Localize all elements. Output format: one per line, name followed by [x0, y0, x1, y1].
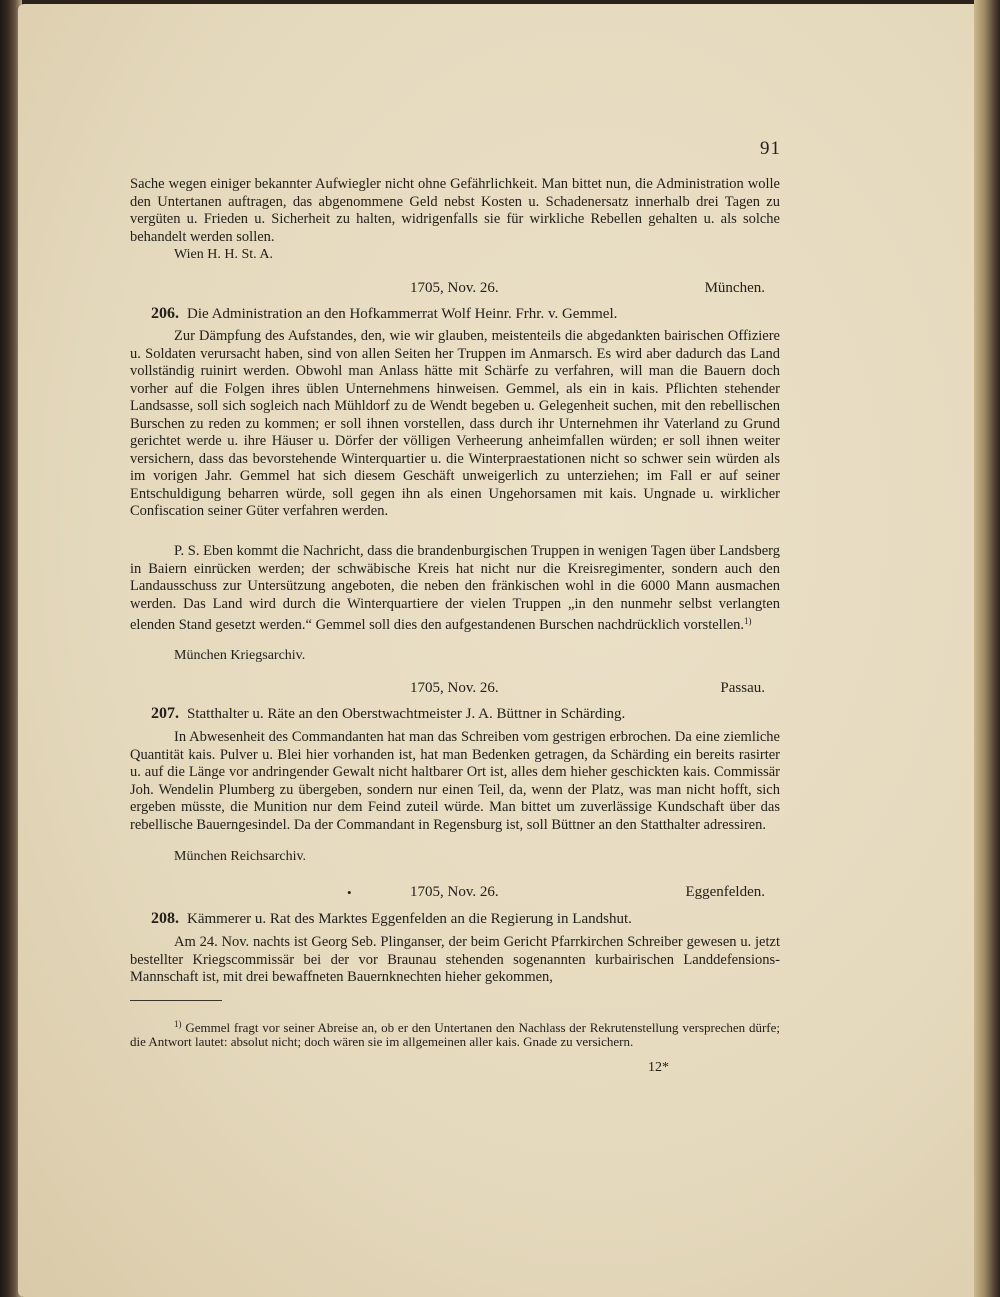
entry-number: 206.	[151, 305, 179, 322]
opening-source: Wien H. H. St. A.	[174, 247, 273, 262]
dateline-207	[130, 680, 765, 700]
dateline-206	[130, 280, 765, 300]
footnote-divider	[130, 1000, 222, 1001]
entry-date: 1705, Nov. 26.	[410, 680, 499, 696]
entry-number: 208.	[151, 910, 179, 927]
entry-title: Statthalter u. Räte an den Oberstwachtmeister J. A. Büttner in Schärding.	[187, 706, 626, 722]
entry-206-paragraph-1: Zur Dämpfung des Aufstandes, den, wie wir glauben, meistenteils die abgedankten bairischen Offiziere u. Soldaten verursacht haben, sind von allen Seiten her Truppen im Anmarsch. Es wird aber dadurch das Land vollständig ruinirt werden. Obwohl man Anlass hätte mit Schärfe zu verfahren, will man die Bauern doch vorher auf die Folgen ihres üblen Unternehmens hinweisen. Gemmel, als ein in kais. Pflichten stehender Landsasse, soll sich sogleich nach Mühldorf zu de Wendt begeben u. Gelegenheit suchen, mit den rebellischen Burschen zu reden zu kommen; er soll ihnen vorstellen, dass durch ihr Unternehmen ihr Vaterland zu Grund gerichtet werde u. ihre Häuser u. Dörfer der völligen Verheerung anheimfallen würden; er soll ihnen weiter versichern, dass das bevorstehende Winterquartier u. die Winterpraestationen nicht so schwer sein würden als im vorigen Jahr. Gemmel hat sich diesem Geschäft unweigerlich zu unterziehen; im Fall er auf seiner Entschuldigung beharren würde, soll gegen ihn als einen Ungehorsamen mit kais. Ungnade u. wirklicher Confiscation seiner Güter verfahren werden.	[130, 328, 780, 519]
entry-heading-206	[130, 305, 780, 323]
entry-heading-207	[130, 705, 780, 723]
entry-206-source: München Kriegsarchiv.	[174, 648, 306, 663]
page-number: 91	[760, 138, 781, 159]
opening-paragraph: Sache wegen einiger bekannter Aufwiegler nicht ohne Gefährlichkeit. Man bittet nun, die Administration wolle den Untertanen auftragen, das abgenommene Geld nebst Kosten u. Schadenersatz innerhalb drei Tagen zu vergüten u. Frieden u. Sicherheit zu halten, widrigenfalls sie für wirkliche Rebellen gehalten u. als solche behandelt werden sollen.	[130, 176, 780, 245]
footnote	[130, 1017, 780, 1049]
entry-heading-208	[130, 910, 780, 928]
entry-title: Kämmerer u. Rat des Marktes Eggenfelden an die Regierung in Landshut.	[187, 911, 632, 927]
entry-date: 1705, Nov. 26.	[410, 884, 499, 900]
footnote-text: Gemmel fragt vor seiner Abreise an, ob er den Untertanen den Nachlass der Rekrutenstellung versprechen dürfe; die Antwort lautet: absolut nicht; doch wären sie im allgemeinen aller kais. Gnade zu versichern.	[130, 1020, 781, 1049]
entry-place: Eggenfelden.	[685, 884, 765, 900]
dateline-208	[130, 884, 765, 904]
entry-title: Die Administration an den Hofkammerrat Wolf Heinr. Frhr. v. Gemmel.	[187, 306, 618, 322]
entry-206-ps-text: P. S. Eben kommt die Nachricht, dass die brandenburgischen Truppen in wenigen Tagen über Landsberg in Baiern einrücken werden; der schwäbische Kreis hat nicht nur die Kreisregimenter, sondern auch den Landausschuss zur Untersützung angeboten, die neben den fränkischen wohl in die 6000 Mann ausmachen werden. Das Land wird durch die Winterquartiere der vielen Truppen „in den nunmehr selbst verlangten elenden Stand gesetzt werden.“ Gemmel soll dies den aufgestandenen Burschen nachdrücklich vorstellen.	[130, 543, 780, 633]
entry-206-paragraph-2	[130, 543, 780, 635]
entry-208-paragraph-1: Am 24. Nov. nachts ist Georg Seb. Plinganser, der beim Gericht Pfarrkirchen Schreiber gewesen u. jetzt bestellter Kriegscommissär bei der vor Braunau stehenden sogenannten kurbairischen Landdefensions-Mannschaft ist, mit drei bewaffneten Bauernknechten hieher gekommen,	[130, 934, 780, 985]
book-page-edges-right	[974, 0, 1000, 1297]
entry-date: 1705, Nov. 26.	[410, 280, 499, 296]
entry-207-source: München Reichsarchiv.	[174, 849, 307, 864]
footnote-reference: 1)	[744, 616, 752, 626]
bullet-mark: •	[347, 885, 352, 900]
entry-number: 207.	[151, 705, 179, 722]
signature-mark: 12*	[648, 1060, 669, 1075]
entry-place: München.	[704, 280, 765, 296]
entry-place: Passau.	[720, 680, 765, 696]
footnote-marker: 1)	[174, 1019, 182, 1029]
entry-207-paragraph-1: In Abwesenheit des Commandanten hat man das Schreiben vom gestrigen erbrochen. Da eine ziemliche Quantität kais. Pulver u. Blei hier vorhanden ist, hat man Bedenken getragen, da Schärding ein bereits rasirter u. auf die Länge vor andringender Gewalt nicht haltbarer Ort ist, alles dem hieher geschickten kais. Commissär Joh. Wendelin Plumberg zu übergeben, sondern nur einen Teil, da, wenn der Platz, was man nicht hofft, sich ergeben müsste, die Munition nur dem Feind zuteil würde. Man bittet um zuverlässige Kundschaft über das rebellische Bauerngesindel. Da der Commandant in Regensburg ist, soll Büttner an den Statthalter adressiren.	[130, 729, 780, 833]
